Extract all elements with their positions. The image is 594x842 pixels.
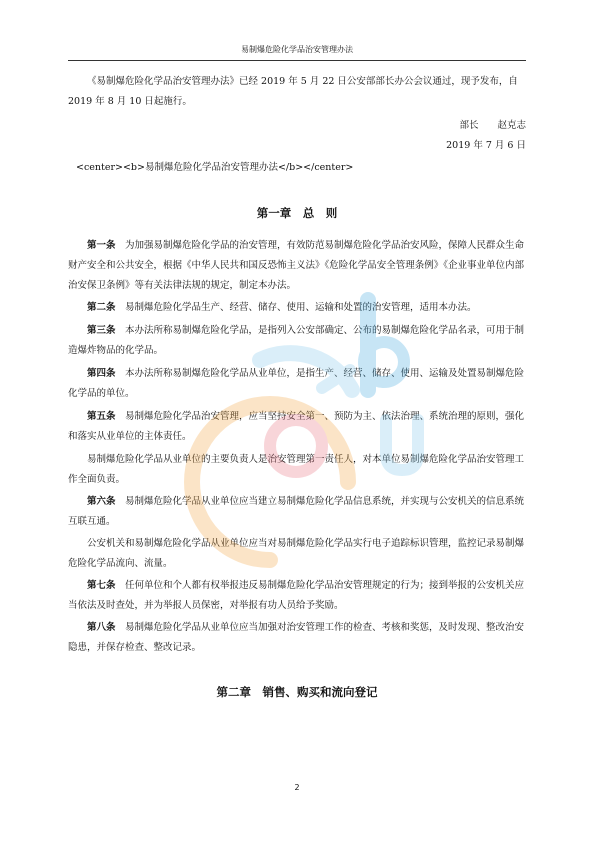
article-text: 易制爆危险化学品从业单位的主要负责人是治安管理第一责任人，对本单位易制爆危险化学品治安管理工作全面负责。 [68, 454, 525, 485]
chapter-2-title: 第二章 销售、购买和流向登记 [216, 685, 378, 699]
article-1 [68, 236, 526, 296]
article-7 [68, 576, 526, 616]
article-text: 任何单位和个人都有权举报违反易制爆危险化学品治安管理规定的行为；接到举报的公安机关应当依法及时查处，并为举报人员保密，对举报有功人员给予奖励。 [68, 580, 525, 611]
page-number: 2 [294, 783, 300, 792]
article-4 [68, 364, 526, 404]
article-6-paragraph-2 [68, 534, 526, 574]
header-rule [68, 60, 526, 61]
article-6 [68, 492, 526, 532]
article-number: 第一条 [87, 240, 116, 251]
article-text: 易制爆危险化学品治安管理，应当坚持安全第一、预防为主、依法治理、系统治理的原则，强化和落实从业单位的主体责任。 [68, 411, 525, 442]
article-8 [68, 618, 526, 658]
article-2 [68, 298, 526, 318]
article-number: 第八条 [87, 622, 116, 633]
date-line: 2019 年 7 月 6 日 [446, 140, 526, 151]
running-header: 易制爆危险化学品治安管理办法 [241, 45, 353, 54]
article-number: 第三条 [87, 325, 116, 336]
article-text: 为加强易制爆危险化学品的治安管理，有效防范易制爆危险化学品治安风险，保障人民群众生命财产安全和公共安全，根据《中华人民共和国反恐怖主义法》《危险化学品安全管理条例》《企业事业单位内部治安保卫条例》等有关法律法规的规定，制定本办法。 [68, 240, 525, 291]
article-text: 易制爆危险化学品从业单位应当建立易制爆危险化学品信息系统，并实现与公安机关的信息系统互联互通。 [68, 496, 525, 527]
announcement-paragraph: 《易制爆危险化学品治安管理办法》已经 2019 年 5 月 22 日公安部部长办公会议通过，现予发布，自 2019 年 8 月 10 日起施行。 [68, 76, 518, 107]
article-text: 本办法所称易制爆危险化学品，是指列入公安部确定、公布的易制爆危险化学品名录，可用于制造爆炸物品的化学品。 [68, 325, 525, 356]
article-number: 第六条 [87, 496, 116, 507]
article-text: 本办法所称易制爆危险化学品从业单位，是指生产、经营、储存、使用、运输及处置易制爆危险化学品的单位。 [68, 368, 525, 399]
signature-line: 部长 赵克志 [459, 120, 526, 131]
raw-markup-line: <center><b>易制爆危险化学品治安管理办法</b></center> [76, 162, 354, 173]
article-number: 第二条 [87, 302, 116, 313]
article-5 [68, 407, 526, 447]
article-text: 公安机关和易制爆危险化学品从业单位应当对易制爆危险化学品实行电子追踪标识管理，监控记录易制爆危险化学品流向、流量。 [68, 538, 525, 569]
chapter-1-title: 第一章 总 则 [256, 206, 338, 220]
article-text: 易制爆危险化学品生产、经营、储存、使用、运输和处置的治安管理，适用本办法。 [125, 302, 477, 313]
article-number: 第七条 [87, 580, 116, 591]
article-text: 易制爆危险化学品从业单位应当加强对治安管理工作的检查、考核和奖惩，及时发现、整改治安隐患，并保存检查、整改记录。 [68, 622, 525, 653]
article-3 [68, 321, 526, 361]
article-number: 第五条 [87, 411, 116, 422]
article-number: 第四条 [87, 368, 116, 379]
article-5-paragraph-2 [68, 450, 526, 490]
